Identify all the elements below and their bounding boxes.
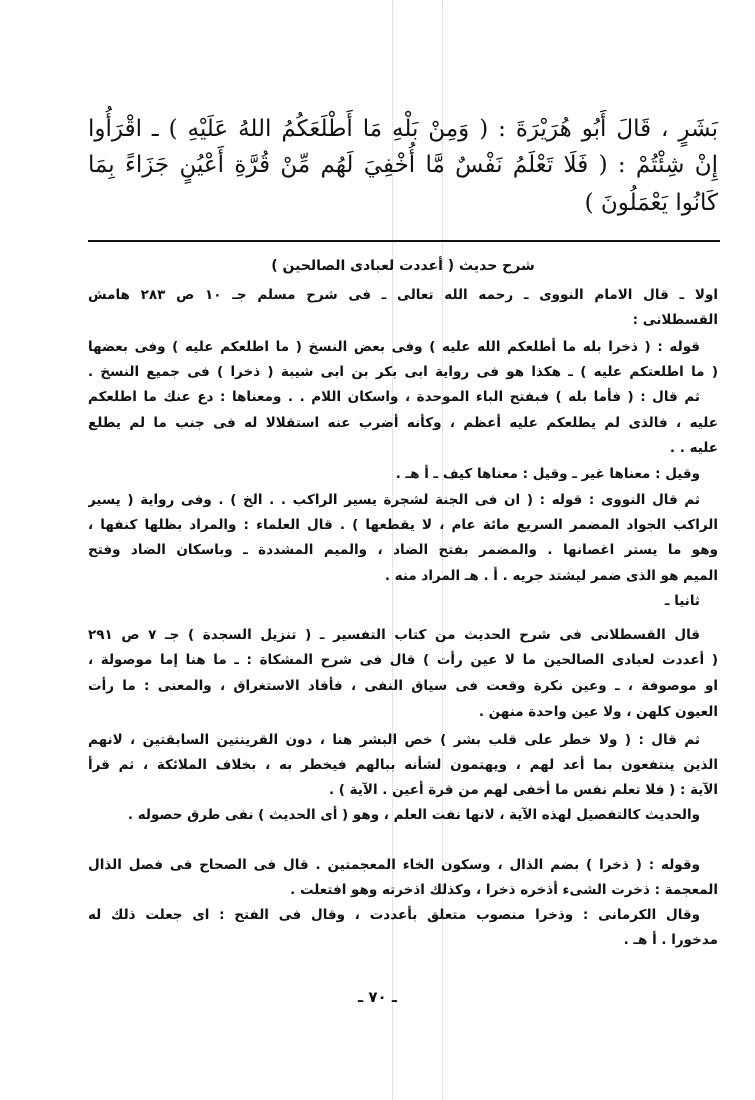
body-line: والحديث كالتفصيل لهذه الآية ، لانها نفت العلم ، وهو ( أى الحديث ) نفى طرق حصوله . [127,807,700,823]
body-line: وقال الكرمانى : وذخرا منصوب متعلق بأعددت ، وقال فى الفتح : اى جعلت ذلك له [88,907,700,923]
body-line: العيون كلهن ، ولا عين واحدة منهن . [478,704,718,720]
horizontal-rule [88,240,720,242]
verse-line: بَشَرٍ ، قَالَ أَبُو هُرَيْرَةَ : ( وَمِنْ بَلْهِ مَا أَطْلَعَكُمُ اللهُ عَلَيْهِ ) ـ اقْرَأُوا [88,116,718,142]
body-line: وهو ما يستر اغصانها . والمضمر بفتح الضاد ، والميم المشددة ـ وباسكان الضاد وفتح [88,542,718,558]
body-line: وقيل : معناها غير ـ وقيل : معناها كيف ـ أ هـ . [395,466,700,482]
body-line: المعجمة : ذخرت الشىء أذخره ذخرا ، وكذلك اذخرته وهو افتعلت . [290,882,718,898]
body-line: قوله : ( ذخرا بله ما أطلعكم الله عليه ) وفى بعض النسخ ( ما اطلعكم عليه ) وفى بعضها [88,339,700,355]
body-line: ثم قال : ( ولا خطر على قلب بشر ) خص البشر هنا ، دون القرينتين السابقتين ، لانهم [88,732,700,748]
body-line: ثانيا ـ [664,593,700,609]
body-line: الآية : ( فلا تعلم نفس ما أخفى لهم من قرة أعين . الآية ) . [328,782,718,798]
body-line: عليه ، فالذى لم يطلعكم عليه أعظم ، وكأنه أضرب عنه استقلالا له فى جنب ما لم يطلع [88,415,718,431]
body-line: الذين ينتفعون بما أعد لهم ، ويهتمون لشأنه ببالهم فيخطر به ، بخلاف الملائكة ، ثم قرأ [88,757,718,773]
body-line: ( أعددت لعبادى الصالحين ما لا عين رأت ) قال فى شرح المشكاة : ـ ما هنا إما موصولة ، [88,652,718,668]
body-line: عليه . . [669,440,718,456]
body-line: الميم هو الذى ضمر ليشتد جريه . أ . هـ المراد منه . [384,568,718,584]
body-line: ثم قال النووى : قوله : ( ان فى الجنة لشجرة يسير الراكب . . الخ ) . وفى رواية ( يسير [88,492,700,508]
body-line: الراكب الجواد المضمر السريع مائة عام ، لا يقطعها ) . قال العلماء : والمراد بظلها كنفها ، [88,517,718,533]
verse-line: إِنْ شِئْتُمْ : ( فَلَا تَعْلَمُ نَفْسٌ مَّا أُخْفِيَ لَهُم مِّنْ قُرَّةِ أَعْيُنٍ جَزَاءً بِمَا [88,152,718,178]
section-title: شرح حديث ( أعددت لعبادى الصالحين ) [271,258,535,274]
page-number: ـ ٧٠ ـ [357,988,398,1006]
body-line: اولا ـ قال الامام النووى ـ رحمه الله تعالى ـ فى شرح مسلم جـ ١٠ ص ٢٨٣ هامش [88,287,718,303]
body-line: مدخورا . أ هـ . [623,932,718,948]
body-line: القسطلانى : [632,312,718,328]
body-line: ثم قال : ( فأما بله ) فبفتح الباء الموحدة ، واسكان اللام . . ومعناها : دع عنك ما اطلعكم [88,389,700,405]
body-line: او موصوفة ، ـ وعين نكرة وقعت فى سياق النفى ، فأفاد الاستغراق ، والمعنى : ما رأت [88,678,718,694]
body-line: ( ما اطلعتكم عليه ) ـ هكذا هو فى رواية ابى بكر بن ابى شيبة ( ذخرا ) فى جميع النسخ . [88,364,718,380]
body-line: قال القسطلانى فى شرح الحديث من كتاب التفسير ـ ( تنزيل السجدة ) جـ ٧ ص ٢٩١ [88,627,700,643]
verse-line: كَانُوا يَعْمَلُونَ ) [584,190,718,216]
body-line: وقوله : ( ذخرا ) بضم الذال ، وسكون الخاء المعجمتين . قال فى الصحاح فى فصل الذال [88,857,700,873]
